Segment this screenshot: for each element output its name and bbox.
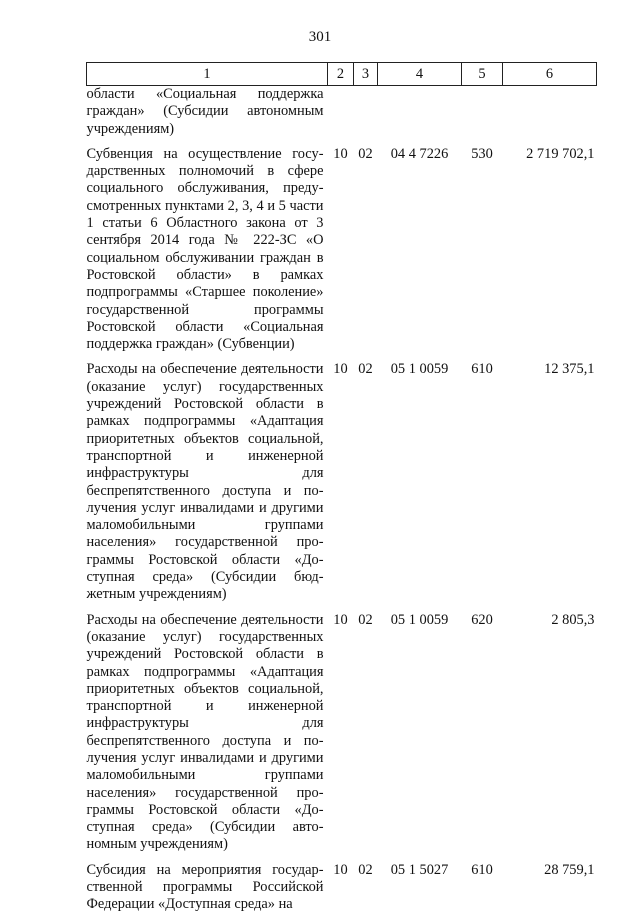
table-row [87, 862, 597, 914]
page-number: 301 [308, 29, 332, 45]
row-subsection: 02 [358, 361, 373, 378]
table-body [87, 86, 597, 914]
row-section [328, 86, 354, 138]
row-target-article: 05 1 0059 [390, 361, 449, 378]
header-col-6: 6 [503, 63, 597, 86]
row-expense-type: 530 [471, 145, 493, 162]
row-section: 10 [333, 361, 348, 378]
header-col-3: 3 [354, 63, 378, 86]
row-subsection: 02 [358, 145, 373, 162]
table-row [87, 146, 597, 354]
row-amount: 12 375,1 [544, 361, 595, 378]
row-section: 10 [333, 861, 348, 878]
row-target-article: 05 1 0059 [390, 611, 449, 628]
table-row [87, 361, 597, 603]
row-amount [503, 86, 597, 138]
row-description: Расходы на обеспечение деятельности (оказание услуг) государственных учреждений Ростовской области в рамках подпрограммы «Адаптация приоритетных объектов социальной, транспортной и инженерной инфраструктуры для беспрепятственного доступа и получения услуг инвалидами и другими маломобильными группами населения» государственной программы Ростовской области «Доступная среда» (Субсидии автономным учреждениям) [86, 611, 324, 853]
row-gap [87, 353, 597, 361]
row-subsection: 02 [358, 611, 373, 628]
row-gap [87, 138, 597, 146]
header-col-1: 1 [87, 63, 328, 86]
row-expense-type: 620 [471, 611, 493, 628]
row-gap [87, 604, 597, 612]
row-target-article [378, 86, 462, 138]
row-amount: 2 805,3 [551, 611, 595, 628]
row-expense-type: 610 [471, 861, 493, 878]
row-description: области «Социальная поддержка граждан» (Субсидии автономным учреждениям) [86, 86, 324, 137]
row-amount: 28 759,1 [544, 861, 595, 878]
row-subsection: 02 [358, 861, 373, 878]
header-col-5: 5 [462, 63, 503, 86]
row-gap [87, 854, 597, 862]
table-row [87, 612, 597, 854]
header-col-4: 4 [378, 63, 462, 86]
row-section: 10 [333, 145, 348, 162]
row-expense-type: 610 [471, 361, 493, 378]
row-section: 10 [333, 611, 348, 628]
row-amount: 2 719 702,1 [526, 145, 595, 162]
row-target-article: 05 1 5027 [390, 861, 449, 878]
budget-table [86, 62, 597, 914]
row-subsection [354, 86, 378, 138]
header-col-2: 2 [328, 63, 354, 86]
row-expense-type [462, 86, 503, 138]
table-header [87, 63, 597, 86]
row-description: Субсидия на мероприятия государственной программы Российской Федерации «Доступная среда» на [86, 861, 324, 913]
row-target-article: 04 4 7226 [390, 145, 449, 162]
table-row [87, 86, 597, 138]
row-description: Расходы на обеспечение деятельности (оказание услуг) государственных учреждений Ростовской области в рамках подпрограммы «Адаптация приоритетных объектов социальной, транспортной и инженерной инфраструктуры для беспрепятственного доступа и получения услуг инвалидами и другими маломобильными группами населения» государственной программы Ростовской области «Доступная среда» (Субсидии бюджетным учреждениям) [86, 361, 324, 603]
header-row [87, 63, 597, 86]
row-description: Субвенция на осуществление государственных полномочий в сфере социального обслуживания, предусмотренных пунктами 2, 3, 4 и 5 части 1 статьи 6 Областного закона от 3 сентября 2014 года № 222-ЗС «О социальном обслуживании граждан в Ростовской области» в рамках подпрограммы «Старшее поколение» государственной программы Ростовской области «Социальная поддержка граждан» (Субвенции) [86, 145, 324, 353]
